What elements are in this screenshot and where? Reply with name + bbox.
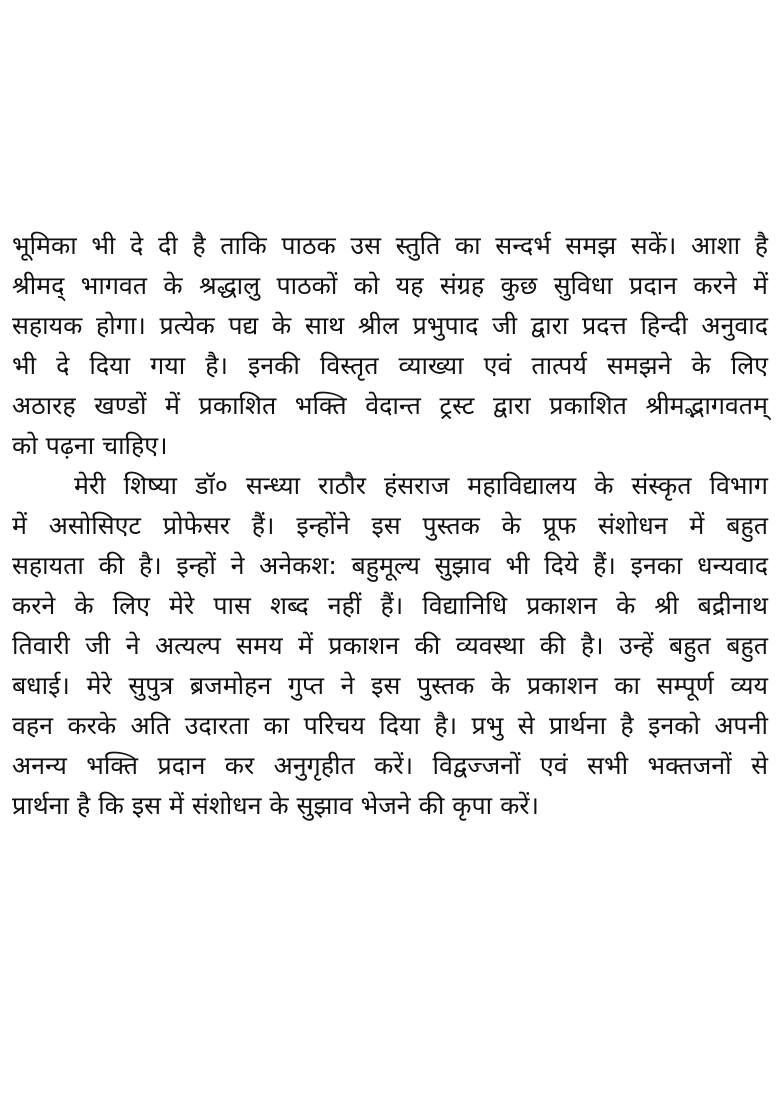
text-line: अनन्य भक्ति प्रदान कर अनुगृहीत करें। विद्वज्जनों एवं सभी भक्तजनों से [12,751,768,780]
text-line: तिवारी जी ने अत्यल्प समय में प्रकाशन की व्यवस्था की है। उन्हें बहुत बहुत [12,631,768,660]
text-line: सहायता की है। इन्हों ने अनेकश: बहुमूल्य सुझाव भी दिये हैं। इनका धन्यवाद [12,551,768,580]
text-line: भी दे दिया गया है। इनकी विस्तृत व्याख्या एवं तात्पर्य समझने के लिए [12,351,768,380]
text-line: श्रीमद् भागवत के श्रद्धालु पाठकों को यह संग्रह कुछ सुविधा प्रदान करने में [12,271,768,300]
paragraph-1 [12,226,768,466]
text-line: मेरी शिष्या डॉ० सन्ध्या राठौर हंसराज महाविद्यालय के संस्कृत विभाग [74,471,768,500]
document-page [12,226,768,826]
text-line: अठारह खण्डों में प्रकाशित भक्ति वेदान्त ट्रस्ट द्वारा प्रकाशित श्रीमद्भागवतम् [12,391,768,420]
text-line: सहायक होगा। प्रत्येक पद्य के साथ श्रील प्रभुपाद जी द्वारा प्रदत्त हिन्दी अनुवाद [12,311,768,340]
text-line: में असोसिएट प्रोफेसर हैं। इन्होंने इस पुस्तक के प्रूफ संशोधन में बहुत [12,511,768,540]
text-line: को पढ़ना चाहिए। [12,431,168,460]
text-line: करने के लिए मेरे पास शब्द नहीं हैं। विद्यानिधि प्रकाशन के श्री बद्रीनाथ [12,591,768,620]
text-line: भूमिका भी दे दी है ताकि पाठक उस स्तुति का सन्दर्भ समझ सकें। आशा है [12,231,768,260]
text-line: प्रार्थना है कि इस में संशोधन के सुझाव भेजने की कृपा करें। [12,791,539,820]
text-line: बधाई। मेरे सुपुत्र ब्रजमोहन गुप्त ने इस पुस्तक के प्रकाशन का सम्पूर्ण व्यय [12,671,768,700]
text-line: वहन करके अति उदारता का परिचय दिया है। प्रभु से प्रार्थना है इनको अपनी [12,711,768,740]
paragraph-2 [12,466,768,826]
